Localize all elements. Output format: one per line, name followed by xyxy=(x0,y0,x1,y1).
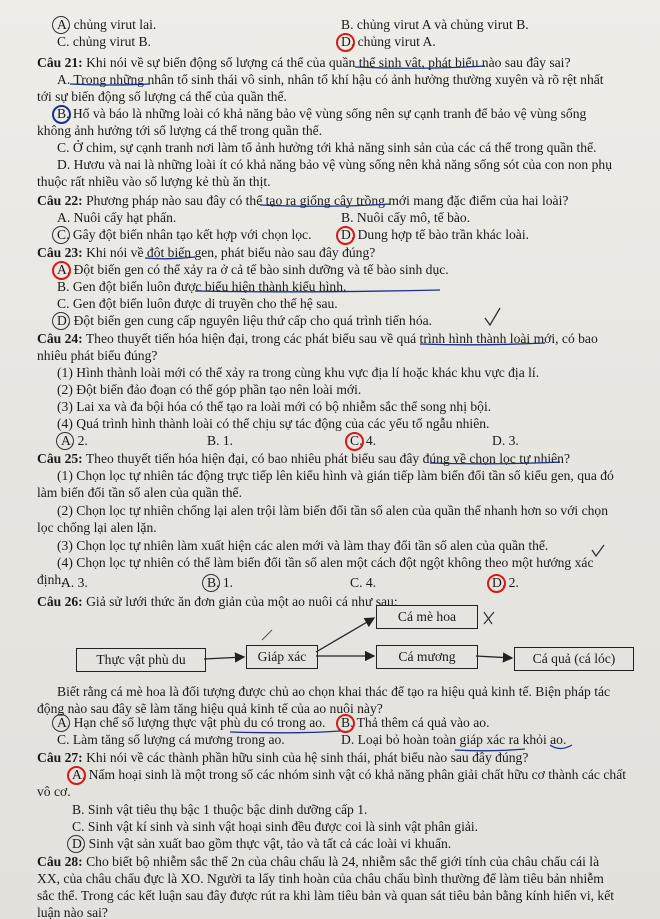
q21-option-c: C. Ở chim, sự cạnh tranh nơi làm tổ ảnh hưởng tới khả năng sinh sản của các cá thể trong quần thể. xyxy=(57,140,597,155)
q25-option-c: C. 4. xyxy=(350,575,377,590)
node-giap-xac: Giáp xác xyxy=(246,645,318,669)
q25-option-b: B. 1. xyxy=(207,575,234,590)
q23-option-c: C. Gen đột biến luôn được di truyền cho thế hệ sau. xyxy=(57,296,338,311)
q22-stem: Câu 22: Phương pháp nào sau đây có thể tạo ra giống cây trồng mới mang đặc điểm của hai loài? xyxy=(37,193,569,208)
q23-option-d: D. Đột biến gen cung cấp nguyên liệu thứ cấp cho quá trình tiến hóa. xyxy=(57,313,433,328)
q25-stem: Câu 25: Theo thuyết tiến hóa hiện đại, có bao nhiêu phát biểu sau đây đúng về chọn lọc tự nhiên? xyxy=(37,451,571,466)
q24-statement-2: (2) Đột biến đảo đoạn có thể góp phần tạo nên loài mới. xyxy=(57,382,362,397)
q28-line3: sắc thể. Trong các kết luận sau đây được rút ra khi làm tiêu bản và quan sát tiêu bản bằng kính hiển vi, kết xyxy=(37,888,615,903)
q25-option-a: A. 3. xyxy=(61,575,88,590)
q22-option-d: D. Dung hợp tế bào trần khác loài. xyxy=(341,227,530,242)
q22-option-a: A. Nuôi cấy hạt phấn. xyxy=(57,210,177,225)
q26-option-d: D. Loại bỏ hoàn toàn giáp xác ra khỏi ao. xyxy=(341,732,567,747)
q26-option-a: A. Hạn chế số lượng thực vật phù du có trong ao. xyxy=(57,715,326,730)
arrow-plant-to-crust xyxy=(204,657,244,659)
q25-statement-4-line2: định. xyxy=(37,572,65,587)
q24-statement-3: (3) Lai xa và đa bội hóa có thể tạo ra loài mới có bộ nhiễm sắc thể song nhị bội. xyxy=(57,399,492,414)
q21-option-d-line1: D. Hươu và nai là những loài ít có khả năng bảo vệ vùng sống nên khả năng sống sót của con non phụ xyxy=(57,157,612,172)
q27-option-b: B. Sinh vật tiêu thụ bậc 1 thuộc bậc dinh dưỡng cấp 1. xyxy=(72,802,368,817)
q23-option-b: B. Gen đột biến luôn được biểu hiện thành kiểu hình. xyxy=(57,279,347,294)
q21-option-b-line2: không ảnh hưởng tới số lượng cá thể trong quần thể. xyxy=(37,123,323,138)
q23-option-a: A. Đột biến gen có thể xảy ra ở cả tế bào sinh dưỡng và tế bào sinh dục. xyxy=(57,262,449,277)
q24-stem-line1: Câu 24: Theo thuyết tiến hóa hiện đại, trong các phát biểu sau về quá trình hình thành loài mới, có bao xyxy=(37,331,598,346)
q25-statement-1-line2: làm biến đổi tần số alen của quần thể. xyxy=(37,485,242,500)
q21-option-a-line1: A. Trong những nhân tố sinh thái vô sinh, nhân tố khí hậu có ảnh hưởng thường xuyên và rõ rệt nhất xyxy=(57,72,604,87)
top-option-b: B. chủng virut A và chủng virut B. xyxy=(341,17,529,32)
q27-stem: Câu 27: Khi nói về các thành phần hữu sinh của hệ sinh thái, phát biểu nào sau đây đúng? xyxy=(37,750,529,765)
q26-stem: Câu 26: Giả sử lưới thức ăn đơn giản của một ao nuôi cá như sau: xyxy=(37,594,398,609)
q24-statement-1: (1) Hình thành loài mới có thể xảy ra trong cùng khu vực địa lí hoặc khác khu vực địa lí. xyxy=(57,365,540,380)
q21-option-a-line2: tới sự biến động số lượng cá thể của quần thể. xyxy=(37,89,287,104)
q24-option-d: D. 3. xyxy=(492,433,519,448)
q21-option-b-line1: B. Hổ và báo là những loài có khả năng bảo vệ vùng sống nên sự cạnh tranh để bảo vệ vùng sống xyxy=(57,106,587,121)
q22-option-b: B. Nuôi cấy mô, tế bào. xyxy=(341,210,471,225)
q25-statement-4-line1: (4) Chọn lọc tự nhiên có thể làm biến đổi tần số alen một cách đột ngột không theo một hướng xác xyxy=(57,555,594,570)
top-option-d: D. chủng virut A. xyxy=(341,34,436,49)
q26-option-c: C. Làm tăng số lượng cá mương trong ao. xyxy=(57,732,285,747)
q25-statement-1-line1: (1) Chọn lọc tự nhiên tác động trực tiếp lên kiểu hình và gián tiếp làm biến đổi tần số kiểu gen, qua đó xyxy=(57,468,614,483)
q27-option-d: D. Sinh vật sản xuất bao gồm thực vật, tảo và tất cả các loài vi khuẩn. xyxy=(72,836,452,851)
q24-option-a: A. 2. xyxy=(61,433,88,448)
q26-paragraph-line2: động nào sau đây sẽ làm tăng hiệu quả kinh tế của ao nuôi này? xyxy=(37,701,383,716)
q27-option-c: C. Sinh vật kí sinh và sinh vật hoại sinh đều được coi là sinh vật phân giải. xyxy=(72,819,479,834)
node-ca-muong: Cá mương xyxy=(376,645,478,669)
arrow-muong-to-qua xyxy=(476,656,512,658)
q26-option-b: B. Thả thêm cá quả vào ao. xyxy=(341,715,490,730)
q27-option-a-line1: A. Nấm hoại sinh là một trong số các nhóm sinh vật có khả năng phân giải chất hữu cơ thành các chất xyxy=(72,767,626,782)
q27-option-a-line2: vô cơ. xyxy=(37,784,71,799)
node-ca-qua: Cá quả (cá lóc) xyxy=(514,647,634,671)
q24-stem-line2: nhiêu phát biểu đúng? xyxy=(37,348,158,363)
q24-statement-4: (4) Quá trình hình thành loài có thể chịu sự tác động của các yếu tố ngẫu nhiên. xyxy=(57,416,490,431)
arrow-crust-to-meho xyxy=(316,618,374,652)
q21-stem: Câu 21: Khi nói về sự biến động số lượng cá thể của quần thể sinh vật, phát biểu nào sau đây sai? xyxy=(37,55,571,70)
q28-line1: Câu 28: Cho biết bộ nhiễm sắc thể 2n của châu chấu là 24, nhiễm sắc thể giới tính của châu chấu cái là xyxy=(37,854,600,869)
node-ca-me-hoa: Cá mè hoa xyxy=(376,605,478,629)
q25-statement-2-line1: (2) Chọn lọc tự nhiên chống lại alen trội làm biến đổi tần số alen của quần thể nhanh hơn so với chọn xyxy=(57,503,609,518)
q25-option-d: D. 2. xyxy=(492,575,519,590)
q22-option-c: C. Gây đột biến nhân tạo kết hợp với chọn lọc. xyxy=(57,227,312,242)
node-thuc-vat-phu-du: Thực vật phù du xyxy=(76,648,206,672)
q28-line2: XX, của châu chấu đực là XO. Người ta lấy tinh hoàn của châu chấu bình thường để làm tiêu bản nhiễm xyxy=(37,871,604,886)
q25-statement-2-line2: lọc chống lại alen lặn. xyxy=(37,520,157,535)
top-option-c: C. chủng virut B. xyxy=(57,34,152,49)
q24-option-c: C. 4. xyxy=(350,433,377,448)
top-option-a: A. chủng virut lai. xyxy=(57,17,157,32)
q25-statement-3: (3) Chọn lọc tự nhiên làm xuất hiện các alen mới và làm thay đổi tần số alen của quần thể. xyxy=(57,538,549,553)
q23-stem: Câu 23: Khi nói về đột biến gen, phát biểu nào sau đây đúng? xyxy=(37,245,376,260)
q28-line4: luận nào sai? xyxy=(37,905,108,919)
q26-paragraph-line1: Biết rằng cá mè hoa là đối tượng được chủ ao chọn khai thác để tạo ra hiệu quả kinh tế. Biện pháp tác xyxy=(57,684,611,699)
q21-option-d-line2: thuộc rất nhiều vào số lượng kẻ thù ăn thịt. xyxy=(37,174,271,189)
q24-option-b: B. 1. xyxy=(207,433,234,448)
